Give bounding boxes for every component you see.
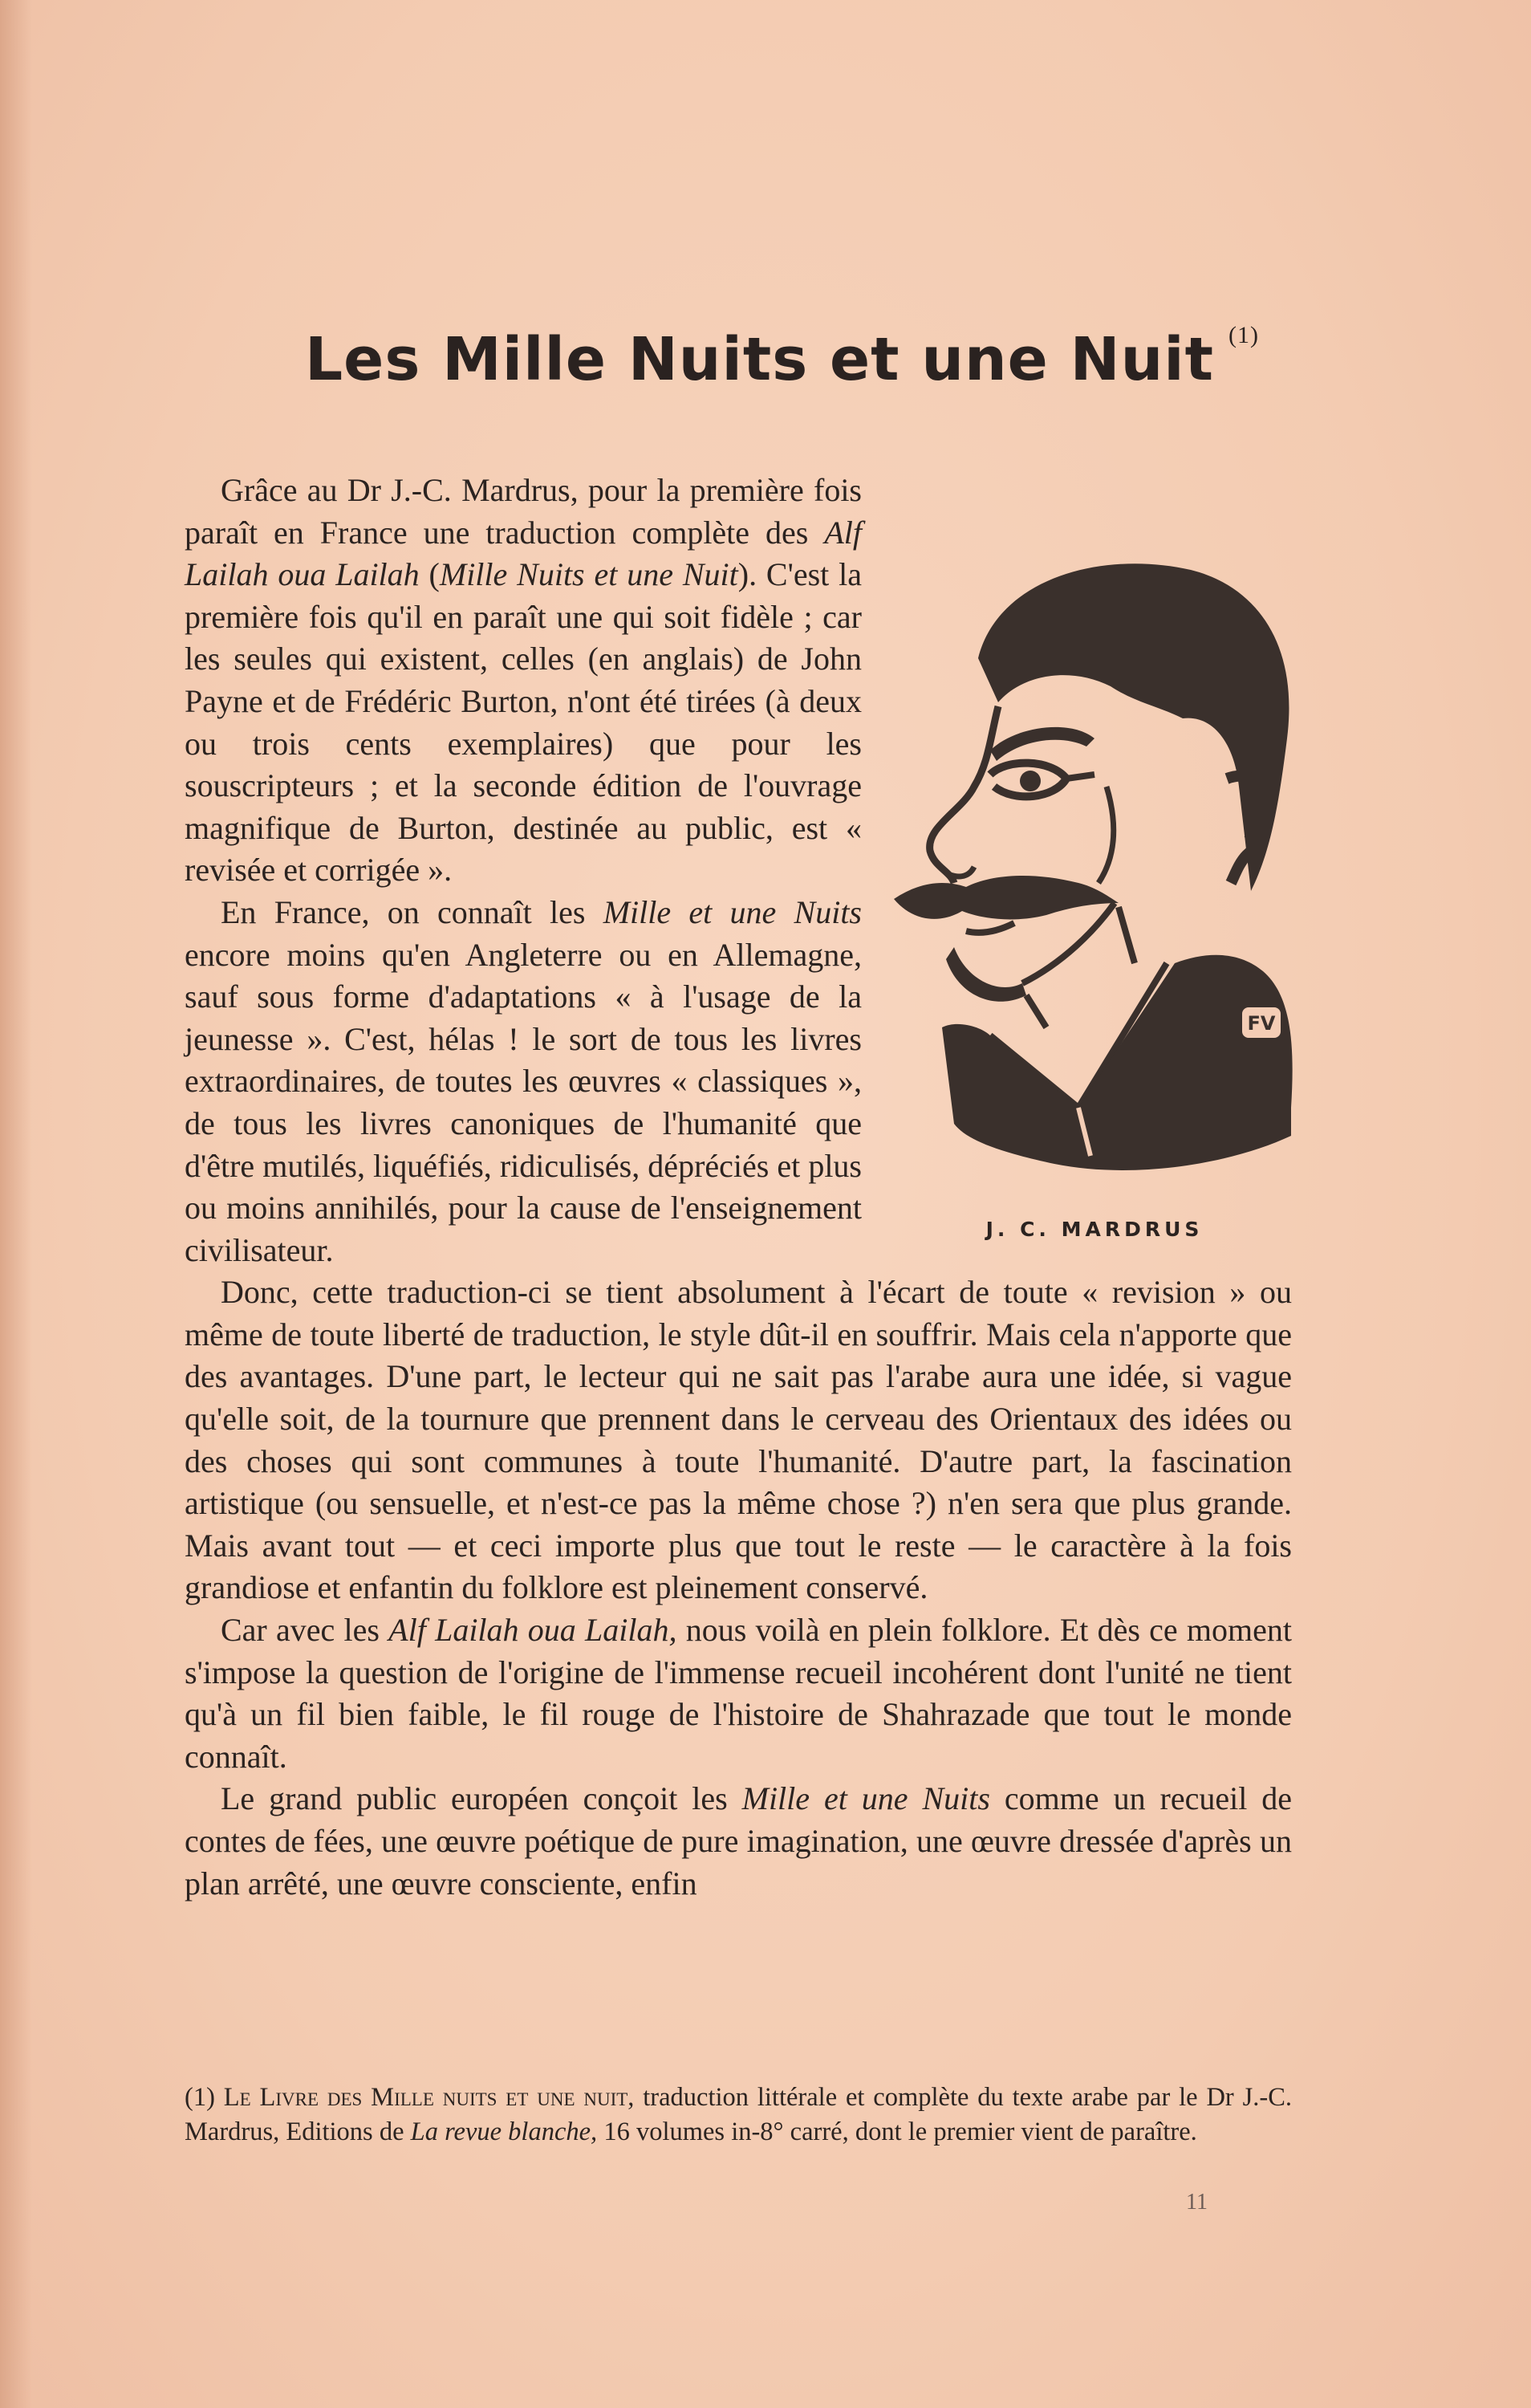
paragraph <box>185 1778 1292 1905</box>
paragraph-text: comme un recueil de contes de fées, une œuvre poétique de pure imagination, une œuvre dressée d'après un plan arrêté, une œuvre consciente, enfin <box>185 1780 1292 1902</box>
italic-title-text: Alf Lailah oua Lailah, <box>388 1612 677 1649</box>
portrait-caption: J. C. MARDRUS <box>985 1218 1204 1241</box>
artist-monogram: FV <box>1247 1012 1276 1035</box>
footnote <box>185 2081 1292 2150</box>
italic-title-text: Mille et une Nuits <box>741 1780 990 1817</box>
footnote-text-1: traduction littérale et complète du texte arabe par le Dr J.-C. Mardrus, Editions de <box>185 2083 1292 2146</box>
article-body <box>185 470 1292 1905</box>
italic-title-text: Alf Lailah oua Lailah <box>185 514 862 593</box>
article-title <box>305 322 1259 394</box>
title-footnote-marker: (1) <box>1228 322 1259 348</box>
paragraph-text: Grâce au Dr J.-C. Mardrus, pour la première fois paraît en France une traduction complète des <box>185 472 862 551</box>
italic-title-text: Mille Nuits et une Nuit <box>439 556 738 593</box>
paragraph-text: nous voilà en plein folklore. Et dès ce moment s'impose la question de l'origine de l'immense recueil incohérent dont l'unité ne tient qu'à un fil bien faible, le fil rouge de l'histoire de Shahrazade que tout le monde connaît. <box>185 1612 1293 1775</box>
paragraph-text: Le grand public européen conçoit les <box>221 1780 742 1817</box>
paragraph-text: En France, on connaît les <box>221 893 603 930</box>
footnote-publisher: La revue blanche, <box>410 2117 598 2146</box>
portrait-figure <box>894 546 1295 1256</box>
paragraph-text: ( <box>419 556 440 593</box>
paragraph <box>185 1609 1292 1778</box>
footnote-marker: (1) <box>185 2083 215 2112</box>
paragraph-text: Donc, cette traduction-ci se tient absolument à l'écart de toute « revision » ou même de toute liberté de traduction, le style dût-il en souffrir. Mais cela n'apporte que des avantages. D'une part, le lecteur qui ne sait pas l'arabe aura une idée, si vague qu'elle soit, de la tournure que prennent dans le cerveau des Orientaux des idées ou des choses qui sont communes à toute l'humanité. D'autre part, la fascination artistique (ou sensuelle, et n'est-ce pas la même chose ?) n'en sera que plus grande. Mais avant tout — et ceci importe plus que tout le reste — le caractère à la fois grandiose et enfantin du folklore est pleinement conservé. <box>185 1274 1292 1606</box>
paragraph <box>185 1271 1292 1609</box>
portrait-caricature-icon <box>894 546 1295 1204</box>
footnote-book-title: Le Livre des Mille nuits et une nuit, <box>223 2083 635 2112</box>
paragraph-text: Car avec les <box>221 1612 389 1649</box>
title-text: Les Mille Nuits et une Nuit <box>305 325 1214 394</box>
page-number: 11 <box>1186 2190 1208 2215</box>
italic-title-text: Mille et une Nuits <box>603 893 862 930</box>
paragraph-text: encore moins qu'en Angleterre ou en Allemagne, sauf sous forme d'adaptations « à l'usage de la jeunesse ». C'est, hélas ! le sort de tous les livres extraordinaires, de toutes les œuvres « classiques », de tous les livres canoniques de l'humanité que d'être mutilés, liquéfiés, ridiculisés, dépréciés et plus ou moins annihilés, pour la cause de l'enseignement civilisateur. <box>185 936 862 1268</box>
footnote-text-2: 16 volumes in-8° carré, dont le premier vient de paraître. <box>597 2117 1197 2146</box>
paragraph-text: ). C'est la première fois qu'il en paraît une qui soit fidèle ; car les seules qui existent, celles (en anglais) de John Payne et de Frédéric Burton, n'ont été tirées (à deux ou trois cents exemplaires) que pour les souscripteurs ; et la seconde édition de l'ouvrage magnifique de Burton, destinée au public, est « revisée et corrigée ». <box>185 556 862 889</box>
